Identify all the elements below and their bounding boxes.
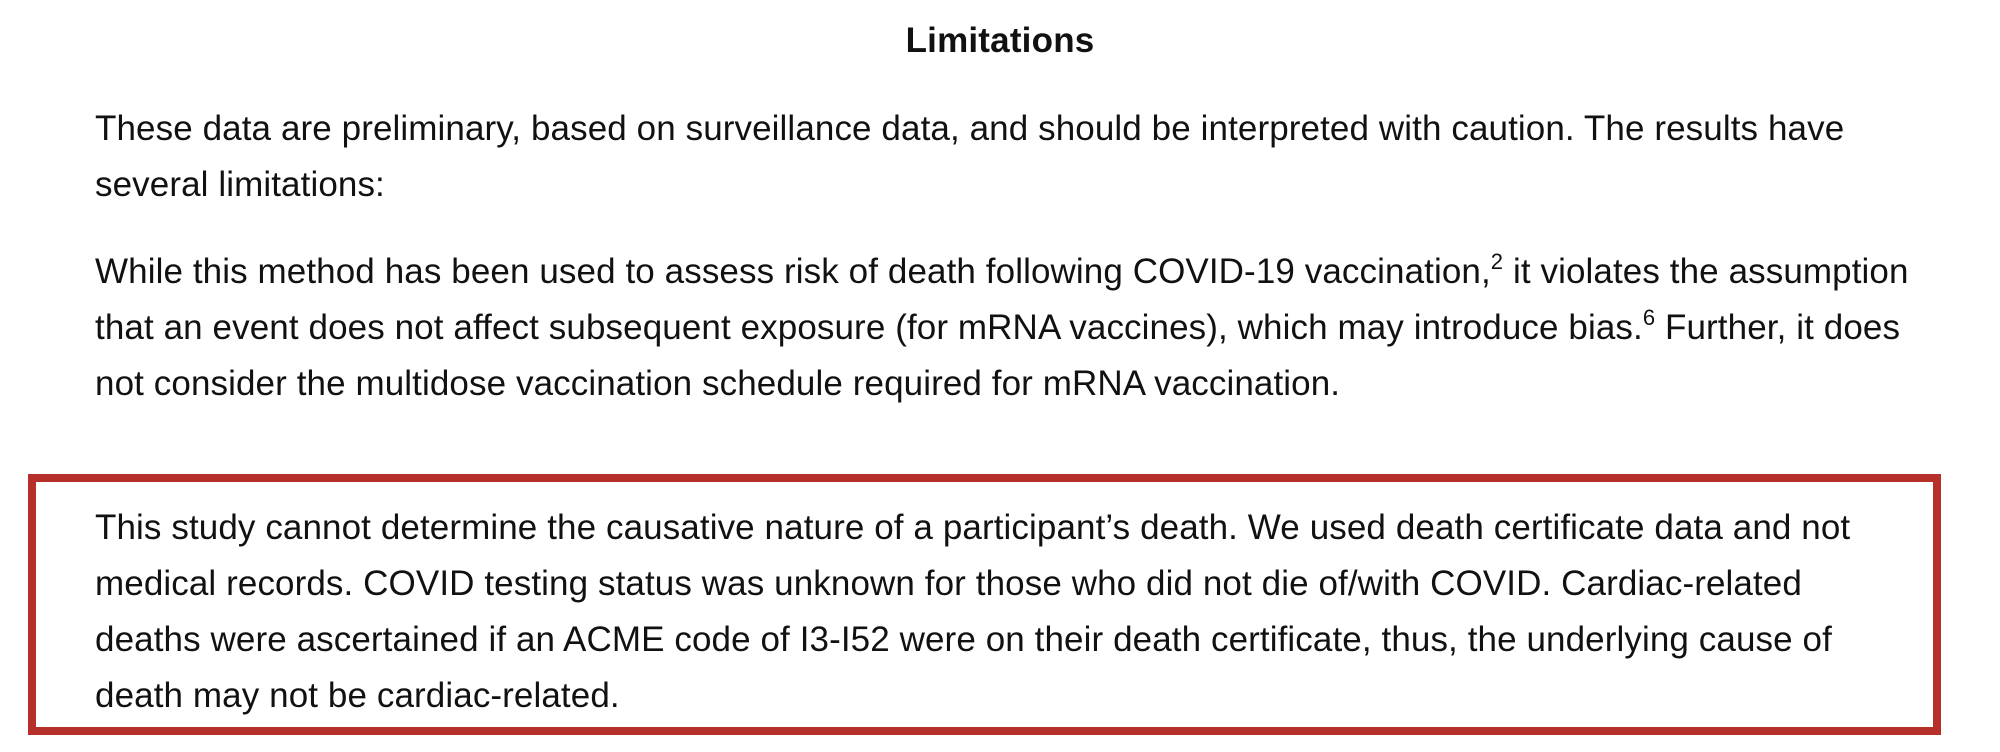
paragraph-text-part: it violates the assumption that an event does not affect subsequent exposure (for mRNA vaccines), which may introduce bias.: [95, 252, 1909, 347]
citation-superscript: 6: [1642, 305, 1656, 330]
paragraph-text: These data are preliminary, based on surveillance data, and should be interpreted with caution. The results have several limitations:: [95, 109, 1845, 204]
paragraph-preliminary: [95, 101, 1915, 213]
paragraph-text-part: While this method has been used to assess risk of death following COVID-19 vaccination,: [95, 252, 1491, 291]
paragraph-text-part: Further, it does not consider the multidose vaccination schedule required for mRNA vaccination.: [95, 308, 1901, 403]
paragraph-text: This study cannot determine the causative nature of a participant’s death. We used death certificate data and not medical records. COVID testing status was unknown for those who did not die of/with COVID. Cardiac-related deaths were ascertained if an ACME code of I3-I52 were on their death certificate, thus, the underlying cause of death may not be cardiac-related.: [95, 508, 1851, 715]
citation-superscript: 2: [1490, 249, 1504, 274]
paragraph-causality: [95, 500, 1915, 724]
section-heading: Limitations: [905, 21, 1095, 60]
paragraph-method: [95, 244, 1915, 412]
